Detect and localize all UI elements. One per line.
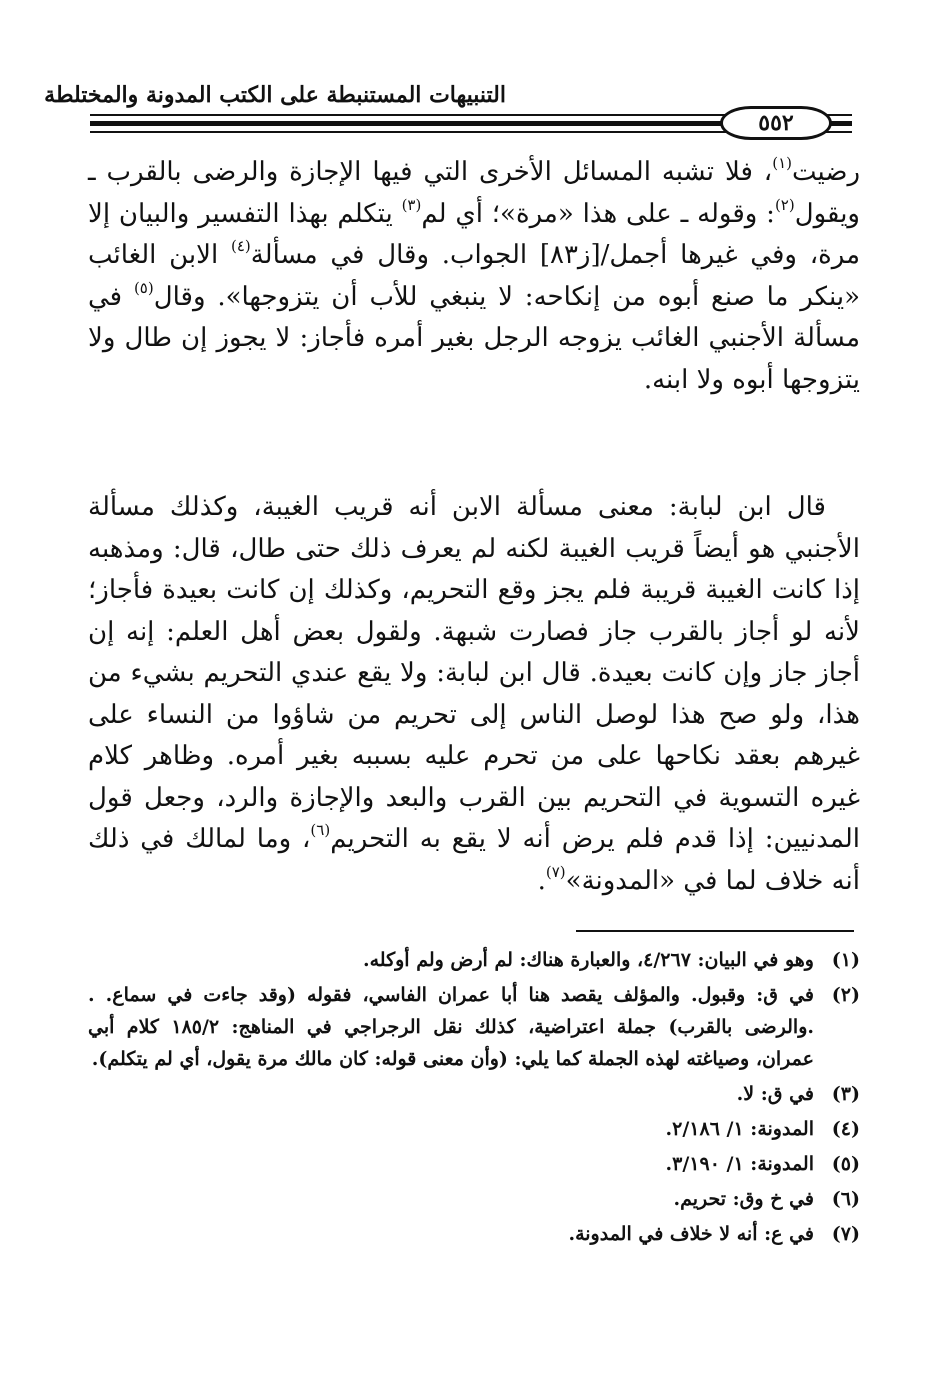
footnote-text: في ق: وقبول. والمؤلف يقصد هنا أبا عمران الفاسي، فقوله (وقد جاءت في سماع. . .والرضى بالقرب) جملة اعتراضية، كذلك نقل الرجراجي في المناهج: ١٨٥/٢ كلام أبي عمران، وصياغته لهذه الجملة كما يلي: (وأن معنى قوله: كان مالك مرة يقول، أي لم يتكلم).	[88, 984, 814, 1070]
footnote-number: (٣)	[831, 1083, 860, 1105]
footnote-divider	[576, 930, 854, 932]
footnote-item	[88, 1183, 860, 1215]
footnote-item	[88, 979, 860, 1075]
footnote-text: في ع: أنه لا خلاف في المدونة.	[568, 1223, 814, 1245]
footnote-ref-3[interactable]: (٣)	[401, 195, 422, 214]
footnote-item	[88, 1078, 860, 1110]
footnote-item	[88, 944, 860, 976]
footnote-number: (٧)	[831, 1223, 860, 1245]
para2-segment: قال ابن لبابة: معنى مسألة الابن أنه قريب الغيبة، وكذلك مسألة الأجنبي هو أيضاً قريب الغيبة لكنه لم يعرف ذلك حتى طال، قال: ومذهبه إذا كانت الغيبة قريبة فلم يجز وقع التحريم، وكذلك إن كانت بعيدة فأجاز؛ لأنه لو أجاز بالقرب جاز فصارت شبهة. ولقول بعض أهل العلم: إنه إن أجاز جاز وإن كانت بعيدة. قال ابن لبابة: ولا يقع عندي التحريم بشيء من هذا، ولو صح هذا لوصل الناس إلى تحريم من شاؤوا من النساء على غيرهم بعقد نكاحها على من تحرم عليه بسببه بغير أمره. وظاهر كلام غيره التسوية في التحريم بين القرب والبعد والإجازة والرد، وجعل قول المدنيين: إذا قدم فلم يرض أنه لا يقع به التحريم	[88, 492, 861, 854]
para1-segment: : وقوله ـ على هذا «مرة»؛ أي لم	[421, 198, 775, 229]
footnote-ref-5[interactable]: (٥)	[133, 278, 154, 297]
footnote-item	[88, 1113, 860, 1145]
para1-segment: في مسألة الأجنبي الغائب يزوجه الرجل بغير أمره فأجاز: لا يجوز إن طال ولا يتزوجها أبوه ولا ابنه.	[88, 281, 860, 395]
footnote-ref-7[interactable]: (٧)	[545, 862, 566, 881]
footnote-number: (٦)	[831, 1188, 860, 1210]
footnote-text: المدونة: ١/ ٢/١٨٦.	[665, 1118, 814, 1140]
footnotes-list	[88, 944, 860, 1253]
footnote-item	[88, 1148, 860, 1180]
para2-segment: ، وما لمالك في ذلك أنه خلاف لما في «المدونة»	[88, 824, 860, 896]
page-number: ٥٥٢	[720, 106, 832, 140]
footnote-number: (٤)	[831, 1118, 860, 1140]
footnote-number: (٢)	[831, 984, 860, 1006]
footnote-item	[88, 1218, 860, 1250]
para1-segment: الابن الغائب «ينكر ما صنع أبوه من إنكاحه: لا ينبغي للأب أن يتزوجها». وقال	[88, 240, 860, 312]
body-paragraph-1	[88, 152, 860, 401]
footnote-text: في ق: لا.	[736, 1083, 814, 1105]
footnote-ref-2[interactable]: (٢)	[774, 195, 795, 214]
body-paragraph-2	[88, 487, 860, 902]
footnote-number: (٥)	[831, 1153, 860, 1175]
para1-segment: ، فلا تشبه المسائل الأخرى التي فيها الإجازة والرضى بالقرب ـ ويقول	[88, 157, 860, 229]
footnote-ref-1[interactable]: (١)	[772, 154, 792, 172]
footnote-text: في خ وق: تحريم.	[673, 1188, 814, 1210]
para1-segment: رضيت	[791, 157, 860, 187]
footnote-text: وهو في البيان: ٤/٢٦٧، والعبارة هناك: لم أرض ولم أوكله.	[362, 949, 814, 971]
footnote-ref-6[interactable]: (٦)	[310, 821, 331, 839]
running-title: التنبيهات المستنبطة على الكتب المدونة والمختلطة	[44, 82, 506, 108]
footnote-text: المدونة: ١/ ٣/١٩٠.	[665, 1153, 814, 1175]
para2-segment: .	[537, 865, 546, 896]
footnote-number: (١)	[831, 949, 860, 971]
para1-segment: يتكلم بهذا التفسير والبيان إلا مرة، وفي غيرها أجمل/[ز٨٣] الجواب. وقال في مسألة	[88, 198, 860, 270]
footnote-ref-4[interactable]: (٤)	[230, 237, 251, 255]
